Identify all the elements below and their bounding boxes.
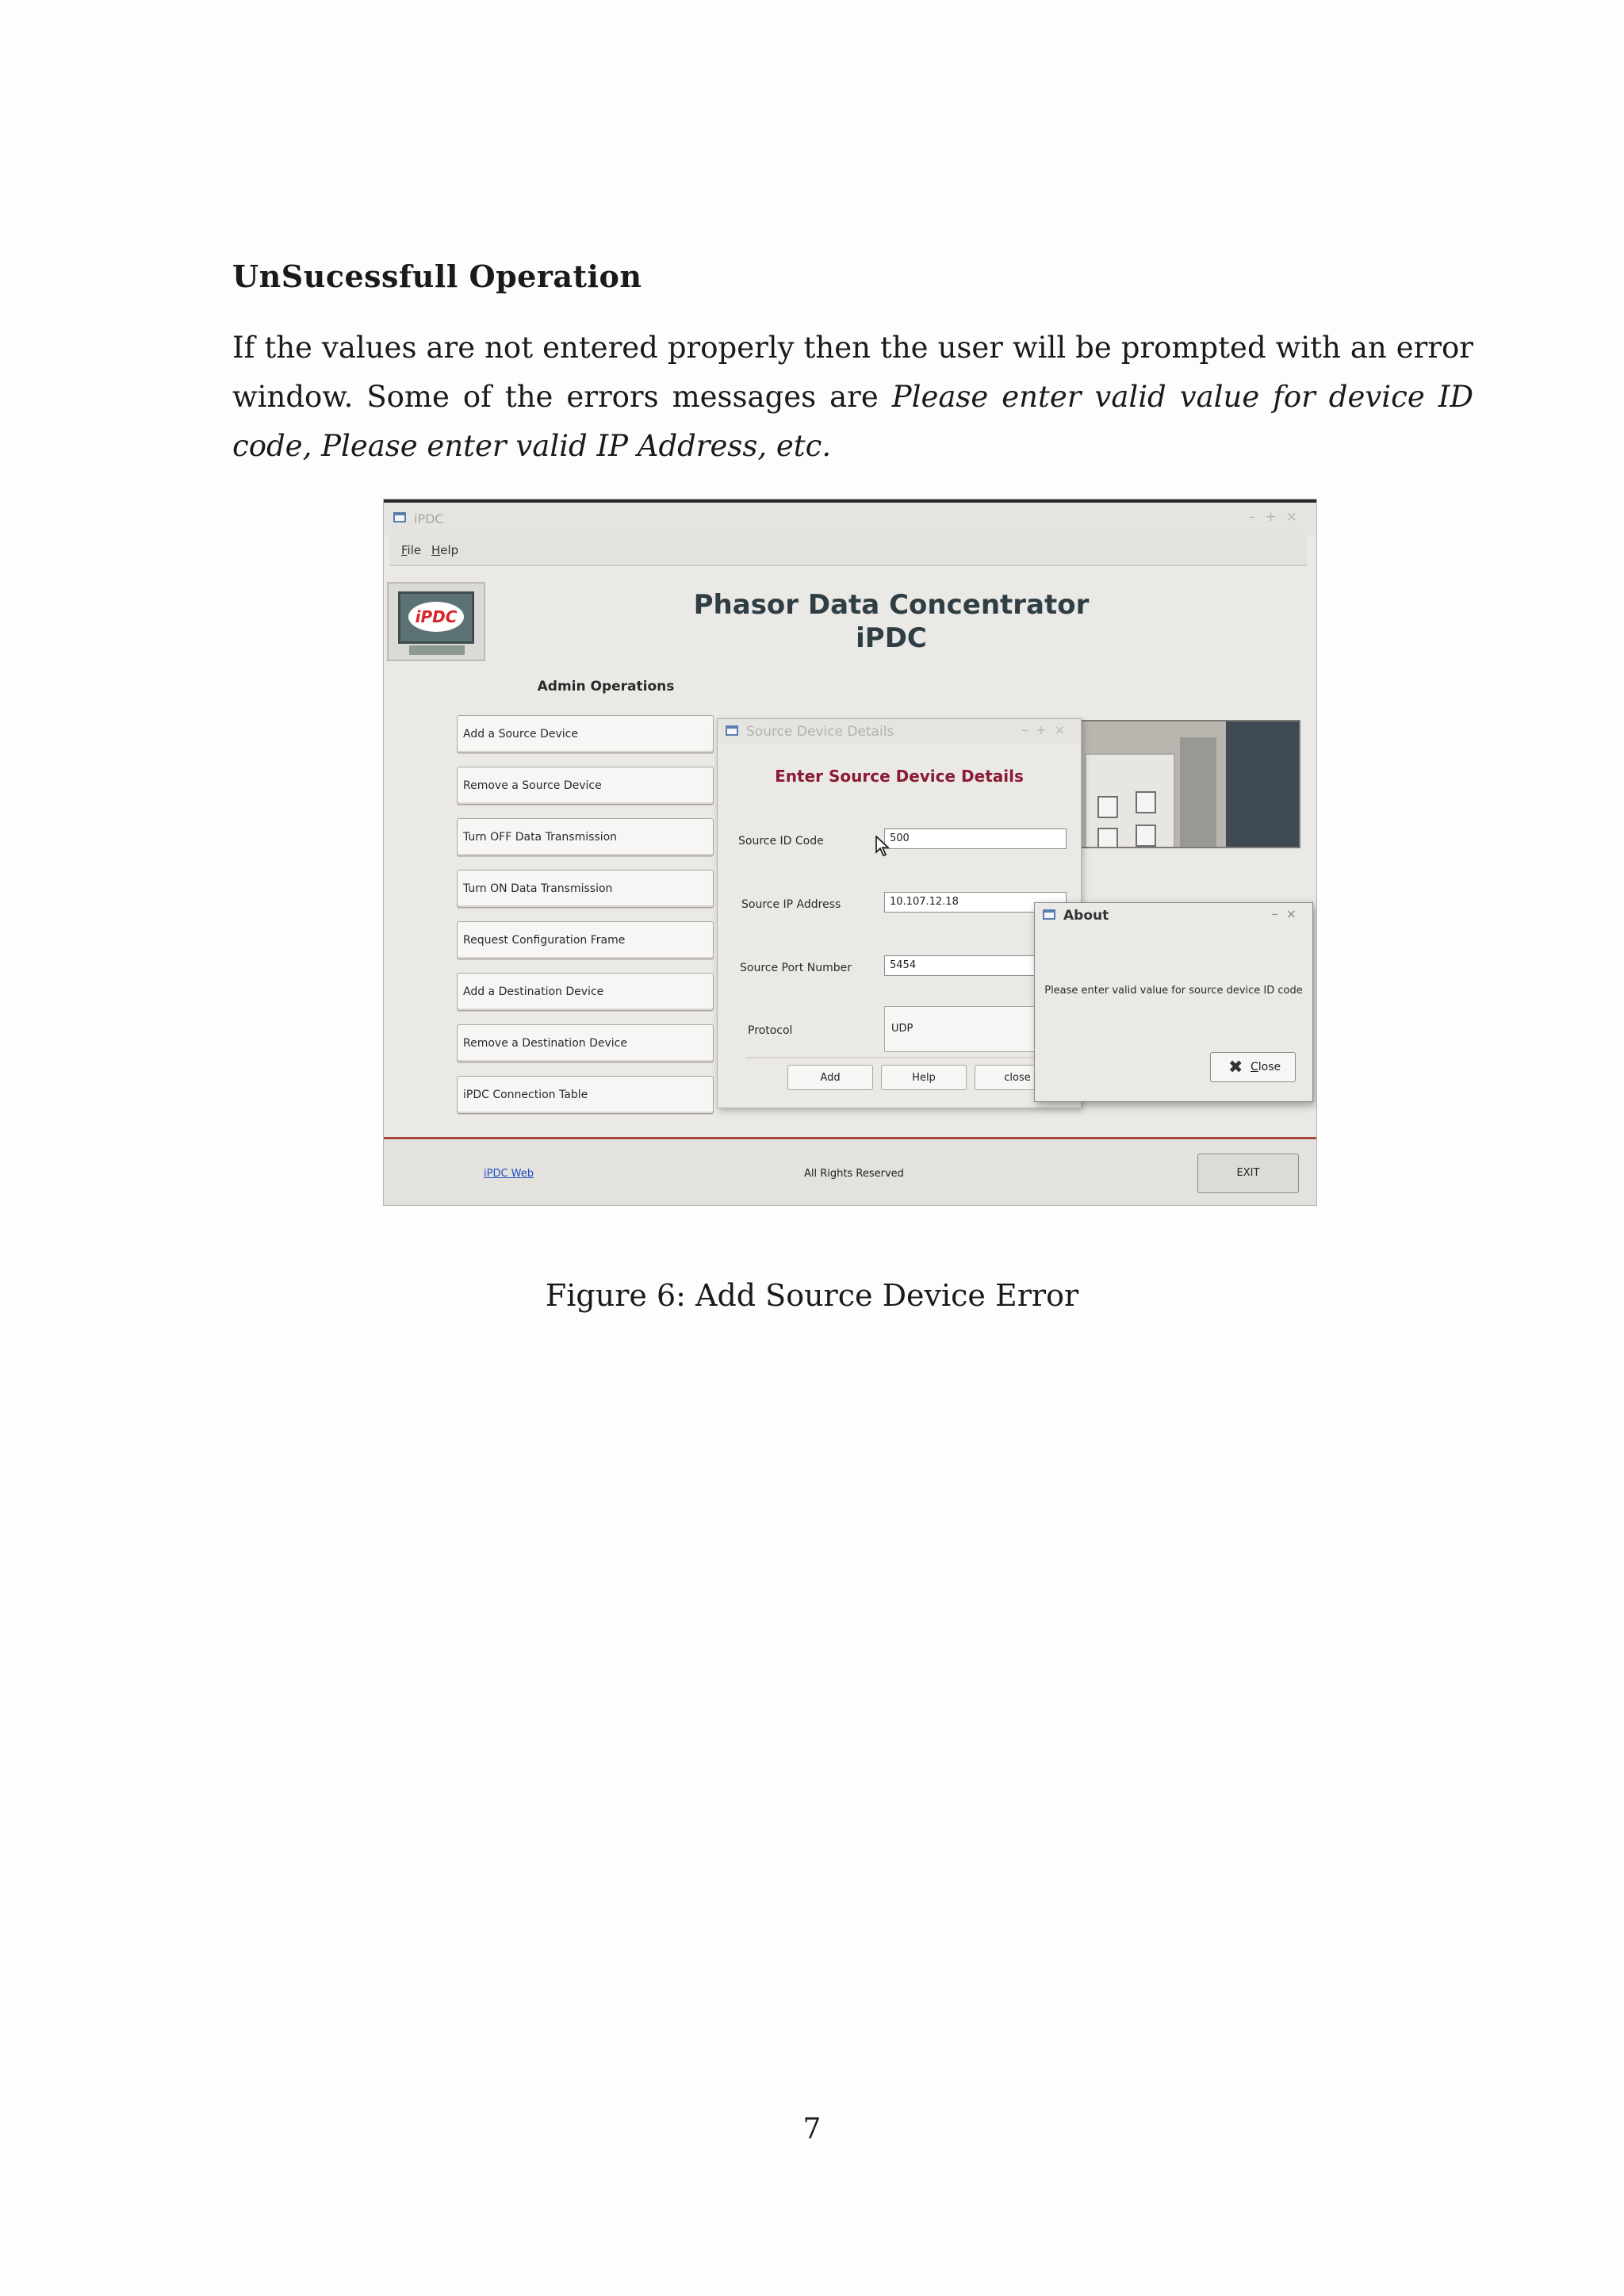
- substation-photo: [1078, 720, 1300, 848]
- ipdc-web-link[interactable]: iPDC Web: [484, 1168, 534, 1180]
- page-number: 7: [802, 2113, 822, 2145]
- app-footer: [384, 1139, 1316, 1205]
- protocol-label: Protocol: [748, 1024, 793, 1037]
- paragraph-sentence: If the values are not entered properly then the user will be prompted with an error window.: [232, 331, 1473, 414]
- source-id-label: Source ID Code: [738, 835, 824, 848]
- protocol-select[interactable]: UDP: [884, 1006, 1067, 1052]
- close-icon: ✖: [1228, 1058, 1243, 1077]
- source-id-input[interactable]: 500: [884, 828, 1067, 849]
- about-error-dialog: [1034, 902, 1313, 1102]
- app-title: [653, 588, 1129, 655]
- source-ip-label: Source IP Address: [741, 898, 841, 911]
- app-title-line2: iPDC: [856, 622, 927, 654]
- error-examples: Please enter valid value for device ID code, Please enter valid IP Address, etc.: [232, 380, 1473, 463]
- logo-text: iPDC: [408, 602, 464, 632]
- rights-text: All Rights Reserved: [804, 1168, 904, 1180]
- photo-door: [1180, 737, 1216, 848]
- about-close-label: Close: [1251, 1061, 1281, 1073]
- error-message: Please enter valid value for source device ID code: [1044, 985, 1303, 997]
- ipdc-screenshot: [384, 499, 1316, 1205]
- turn-off-transmission-button[interactable]: Turn OFF Data Transmission: [457, 818, 714, 856]
- add-button[interactable]: Add: [787, 1065, 873, 1090]
- request-config-frame-button[interactable]: Request Configuration Frame: [457, 921, 714, 959]
- window-icon: [1043, 909, 1055, 920]
- exit-button[interactable]: EXIT: [1197, 1154, 1299, 1193]
- add-destination-device-button[interactable]: Add a Destination Device: [457, 973, 714, 1011]
- menu-help[interactable]: Help: [431, 543, 459, 557]
- add-source-device-button[interactable]: Add a Source Device: [457, 715, 714, 753]
- main-window-title: iPDC: [414, 511, 444, 526]
- figure-caption: Figure 6: Add Source Device Error: [545, 1278, 1079, 1313]
- photo-meter: [1097, 828, 1118, 848]
- monitor-base: [409, 645, 465, 655]
- section-heading: UnSucessfull Operation: [232, 258, 642, 294]
- menu-bar: [390, 534, 1307, 566]
- photo-meter: [1097, 796, 1118, 818]
- about-title: About: [1063, 908, 1109, 924]
- remove-source-device-button[interactable]: Remove a Source Device: [457, 767, 714, 805]
- source-port-input[interactable]: 5454: [884, 955, 1067, 976]
- app-title-line1: Phasor Data Concentrator: [693, 589, 1090, 621]
- source-port-label: Source Port Number: [740, 962, 852, 974]
- help-button[interactable]: Help: [881, 1065, 967, 1090]
- connection-table-button[interactable]: iPDC Connection Table: [457, 1076, 714, 1114]
- main-window-titlebar[interactable]: [384, 503, 1316, 534]
- about-close-button[interactable]: [1210, 1052, 1296, 1082]
- window-controls[interactable]: –×: [1271, 906, 1304, 921]
- monitor-icon: [398, 591, 474, 644]
- window-controls[interactable]: –+×: [1249, 509, 1307, 525]
- source-dialog-titlebar[interactable]: [718, 719, 1081, 744]
- source-device-dialog: [717, 718, 1082, 1108]
- ipdc-logo: [387, 582, 485, 661]
- remove-destination-device-button[interactable]: Remove a Destination Device: [457, 1024, 714, 1062]
- close-button[interactable]: close: [975, 1065, 1060, 1090]
- menu-file[interactable]: File: [401, 543, 422, 557]
- source-ip-input[interactable]: 10.107.12.18: [884, 892, 1067, 913]
- window-controls[interactable]: –+×: [1021, 722, 1073, 737]
- photo-window: [1226, 721, 1299, 848]
- paragraph-lead: Some of the errors messages are: [366, 380, 892, 414]
- body-paragraph: [232, 323, 1473, 471]
- mouse-cursor-icon: [875, 836, 891, 858]
- dialog-separator: [746, 1057, 1055, 1058]
- window-icon: [393, 512, 406, 522]
- turn-on-transmission-button[interactable]: Turn ON Data Transmission: [457, 870, 714, 908]
- source-dialog-title: Source Device Details: [746, 724, 894, 740]
- admin-operations-title: Admin Operations: [537, 679, 675, 695]
- photo-meter: [1136, 825, 1156, 847]
- window-icon: [726, 725, 738, 736]
- source-dialog-heading: Enter Source Device Details: [775, 767, 1024, 786]
- photo-meter: [1136, 791, 1156, 813]
